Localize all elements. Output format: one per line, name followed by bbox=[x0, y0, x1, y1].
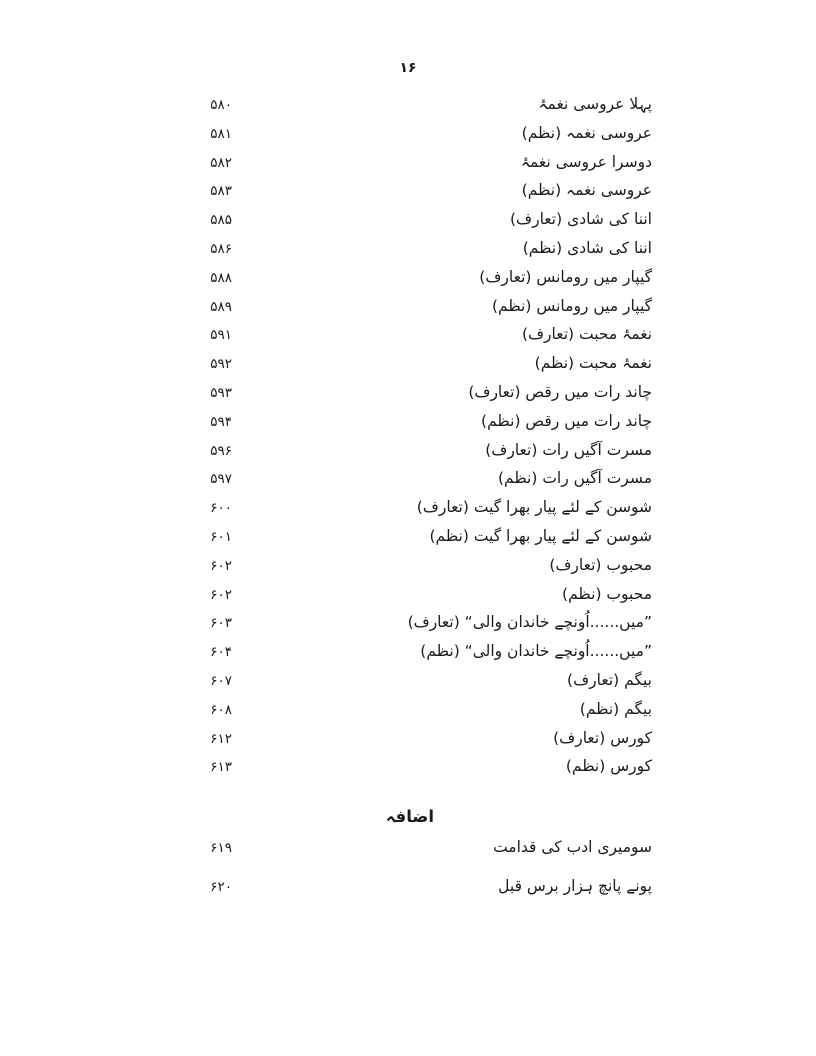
toc-row bbox=[170, 94, 652, 123]
toc-row bbox=[170, 296, 652, 325]
toc-row bbox=[170, 238, 652, 267]
toc-entry-page: ۶۰۲ bbox=[210, 557, 232, 574]
toc-entry-page: ۵۸۵ bbox=[210, 212, 232, 229]
toc-entry-page: ۶۰۸ bbox=[210, 701, 232, 718]
toc-row bbox=[170, 468, 652, 497]
toc-entry-page: ۵۹۱ bbox=[210, 327, 232, 344]
toc-entry-page: ۶۰۷ bbox=[210, 672, 232, 689]
toc-entry-page: ۶۲۰ bbox=[210, 879, 232, 896]
toc-entry-title: محبوب (نظم) bbox=[562, 584, 652, 603]
toc-entry-page: ۵۸۰ bbox=[210, 97, 232, 113]
toc-entry-page: ۶۰۴ bbox=[210, 644, 232, 661]
folio-page-number: ۱۶ bbox=[399, 60, 417, 76]
toc-row bbox=[170, 728, 652, 757]
toc-row bbox=[170, 180, 652, 209]
toc-entry-title: دوسرا عروسی نغمۂ bbox=[520, 152, 652, 171]
toc-entry-title: اننا کی شادی (تعارف) bbox=[509, 210, 652, 229]
toc-entry-title: بیگم (نظم) bbox=[579, 699, 652, 718]
toc-row bbox=[170, 526, 652, 555]
toc-row bbox=[170, 411, 652, 440]
toc-row bbox=[170, 353, 652, 382]
toc-entry-title: مسرت آگیں رات (نظم) bbox=[497, 469, 652, 488]
section-heading-addendum: اضافہ bbox=[385, 807, 434, 827]
toc-entry-title: عروسی نغمہ (نظم) bbox=[521, 123, 652, 142]
toc-entry-page: ۵۹۲ bbox=[210, 356, 232, 373]
toc-entry-title: چاند رات میں رقص (نظم) bbox=[481, 411, 652, 430]
toc-entry-title: کورس (نظم) bbox=[565, 757, 652, 776]
toc-entry-page: ۵۸۳ bbox=[210, 183, 232, 200]
toc-entry-title: گیپار میں رومانس (تعارف) bbox=[479, 267, 652, 286]
toc-rows bbox=[170, 94, 652, 785]
toc-entry-title: عروسی نغمہ (نظم) bbox=[521, 181, 652, 200]
toc-entry-page: ۶۰۱ bbox=[210, 528, 232, 545]
toc-entry-title: شوسن کے لئے پیار بھرا گیت (تعارف) bbox=[416, 498, 652, 517]
toc-entry-title: پہلا عروسی نغمۂ bbox=[538, 95, 652, 113]
table-of-contents bbox=[170, 94, 652, 915]
toc-entry-title: ”میں......اُونچے خاندان والی“ (تعارف) bbox=[407, 613, 652, 632]
toc-row bbox=[170, 324, 652, 353]
toc-entry-title: چاند رات میں رقص (تعارف) bbox=[468, 382, 652, 401]
toc-row bbox=[170, 756, 652, 785]
toc-row bbox=[170, 670, 652, 699]
toc-row bbox=[170, 612, 652, 641]
toc-entry-title: محبوب (تعارف) bbox=[549, 555, 652, 574]
toc-row bbox=[170, 876, 652, 915]
toc-entry-page: ۵۸۶ bbox=[210, 240, 232, 257]
toc-entry-title: سومیری ادب کی قدامت bbox=[493, 838, 652, 857]
toc-entry-page: ۶۱۳ bbox=[210, 759, 232, 776]
toc-entry-title: پونے پانچ ہزار برس قبل bbox=[498, 877, 652, 896]
toc-entry-page: ۵۹۷ bbox=[210, 471, 232, 488]
toc-entry-page: ۶۰۰ bbox=[210, 500, 232, 517]
toc-entry-title: گیپار میں رومانس (نظم) bbox=[491, 296, 652, 315]
toc-row bbox=[170, 440, 652, 469]
toc-entry-title: ”میں......اُونچے خاندان والی“ (نظم) bbox=[420, 642, 652, 661]
toc-entry-page: ۵۸۱ bbox=[210, 125, 232, 142]
toc-row bbox=[170, 555, 652, 584]
toc-entry-title: نغمۂ محبت (نظم) bbox=[534, 354, 652, 373]
toc-entry-page: ۵۸۸ bbox=[210, 269, 232, 286]
toc-entry-title: کورس (تعارف) bbox=[553, 728, 652, 747]
toc-row bbox=[170, 123, 652, 152]
toc-entry-page: ۶۱۹ bbox=[210, 840, 232, 857]
toc-row bbox=[170, 152, 652, 181]
toc-entry-title: شوسن کے لئے پیار بھرا گیت (نظم) bbox=[429, 526, 652, 545]
toc-row bbox=[170, 699, 652, 728]
toc-addendum-rows bbox=[170, 837, 652, 915]
toc-row bbox=[170, 267, 652, 296]
toc-row bbox=[170, 497, 652, 526]
toc-entry-page: ۶۰۲ bbox=[210, 586, 232, 603]
toc-row bbox=[170, 641, 652, 670]
toc-row bbox=[170, 209, 652, 238]
toc-entry-title: نغمۂ محبت (تعارف) bbox=[521, 325, 652, 344]
toc-entry-page: ۵۹۶ bbox=[210, 442, 232, 459]
toc-entry-title: بیگم (تعارف) bbox=[567, 670, 652, 689]
toc-row bbox=[170, 584, 652, 613]
toc-entry-title: مسرت آگیں رات (تعارف) bbox=[485, 440, 652, 459]
toc-entry-page: ۶۰۳ bbox=[210, 615, 232, 632]
toc-entry-page: ۵۹۴ bbox=[210, 413, 232, 430]
toc-entry-page: ۶۱۲ bbox=[210, 730, 232, 747]
toc-entry-title: اننا کی شادی (نظم) bbox=[522, 238, 652, 257]
toc-entry-page: ۵۸۹ bbox=[210, 298, 232, 315]
toc-row bbox=[170, 837, 652, 876]
toc-entry-page: ۵۹۳ bbox=[210, 384, 232, 401]
toc-row bbox=[170, 382, 652, 411]
toc-entry-page: ۵۸۲ bbox=[210, 154, 232, 171]
